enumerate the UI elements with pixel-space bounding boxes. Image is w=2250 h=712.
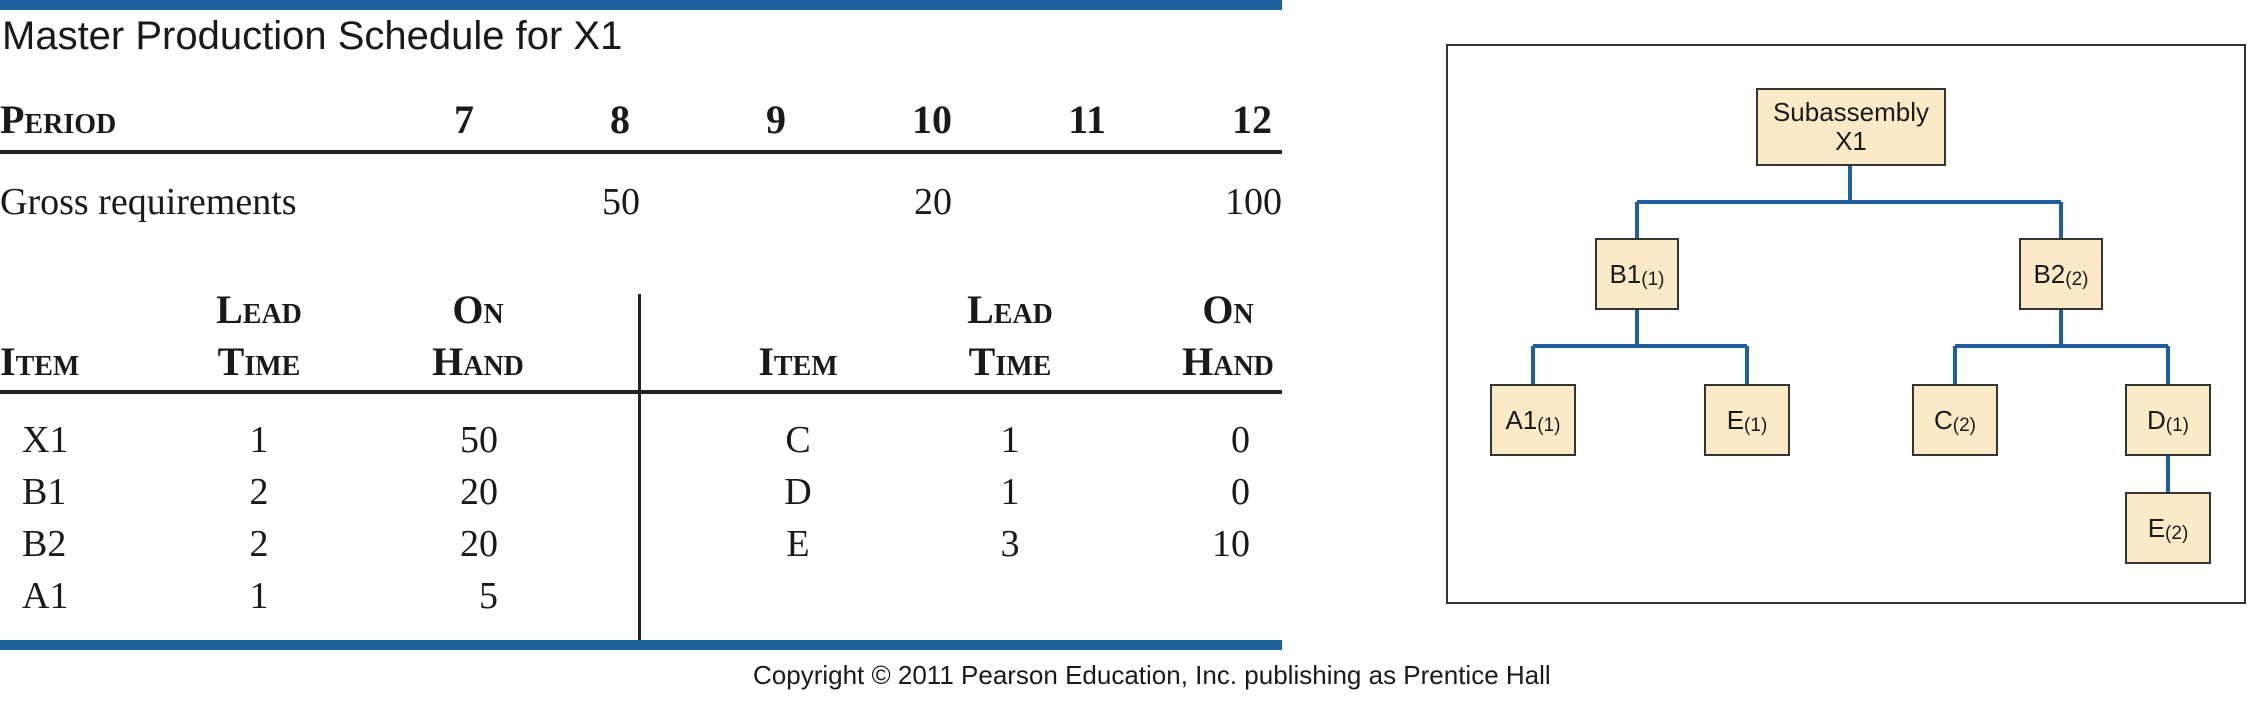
right-row-2-lead: 1 — [1000, 471, 1020, 513]
node-e-under-b1 — [1704, 384, 1790, 456]
left-row-4-lead: 1 — [249, 575, 269, 617]
right-row-1-item: C — [785, 419, 811, 461]
copyright-notice: Copyright © 2011 Pearson Education, Inc. publishing as Prentice Hall — [753, 660, 1551, 690]
on-hand-header-left-2: Hand — [432, 339, 524, 384]
right-row-3-lead: 3 — [1000, 523, 1020, 565]
node-b1-label: B1 — [1609, 258, 1642, 289]
left-row-1-lead: 1 — [249, 419, 269, 461]
node-d-label: D — [2146, 404, 2166, 435]
left-row-1-item: X1 — [22, 419, 69, 461]
node-c-label: C — [1933, 404, 1953, 435]
node-subassembly-x1 — [1756, 88, 1946, 166]
period-9: 9 — [766, 97, 786, 142]
node-c — [1912, 384, 1998, 456]
right-row-3-onhand: 10 — [1212, 523, 1250, 565]
node-e-under-d — [2125, 492, 2211, 564]
left-row-3-item: B2 — [22, 523, 67, 565]
node-b2-label: B2 — [2033, 258, 2066, 289]
node-e2-label: E — [2147, 512, 2166, 543]
node-c-qty: (2) — [1952, 414, 1976, 436]
period-10: 10 — [912, 97, 952, 142]
lead-time-header-right-1: Lead — [967, 287, 1053, 332]
left-row-1-onhand: 50 — [460, 419, 498, 461]
node-e2-qty: (2) — [2165, 522, 2189, 544]
node-a1-label: A1 — [1505, 404, 1538, 435]
period-header: Period — [0, 97, 117, 142]
left-row-2-item: B1 — [22, 471, 67, 513]
lead-time-header-right-2: Time — [968, 339, 1052, 384]
node-d-qty: (1) — [2165, 414, 2189, 436]
node-e1-label: E — [1726, 404, 1745, 435]
node-b1-qty: (1) — [1641, 268, 1665, 290]
node-a1-qty: (1) — [1537, 414, 1561, 436]
right-row-2-onhand: 0 — [1231, 471, 1250, 513]
node-b2-qty: (2) — [2065, 268, 2089, 290]
node-b2 — [2019, 238, 2103, 310]
node-d — [2125, 384, 2211, 456]
period-11: 11 — [1068, 97, 1106, 142]
right-row-1-onhand: 0 — [1231, 419, 1250, 461]
connector-root-b — [1637, 166, 2061, 238]
left-row-4-onhand: 5 — [479, 575, 498, 617]
left-row-3-lead: 2 — [249, 523, 269, 565]
left-row-3-onhand: 20 — [460, 523, 498, 565]
node-b1 — [1595, 238, 1679, 310]
connector-b1-children — [1533, 310, 1747, 384]
right-row-2-item: D — [784, 471, 812, 513]
node-x1-line1: Subassembly — [1772, 97, 1930, 128]
right-row-3-item: E — [786, 523, 810, 565]
on-hand-header-right-1: On — [1202, 287, 1254, 332]
item-header-right: Item — [758, 339, 838, 384]
left-row-2-onhand: 20 — [460, 471, 498, 513]
node-e1-qty: (1) — [1744, 414, 1768, 436]
lead-time-header-left-1: Lead — [216, 287, 302, 332]
page-title: Master Production Schedule for X1 — [2, 14, 623, 58]
on-hand-header-left-1: On — [452, 287, 504, 332]
lead-time-header-left-2: Time — [217, 339, 301, 384]
item-header-left: Item — [0, 339, 80, 384]
right-row-1-lead: 1 — [1000, 419, 1020, 461]
gross-period-12: 100 — [1225, 181, 1282, 223]
gross-requirements-label: Gross requirements — [0, 181, 297, 223]
node-a1 — [1490, 384, 1576, 456]
period-12: 12 — [1232, 97, 1272, 142]
node-x1-line2: X1 — [1835, 126, 1867, 156]
period-7: 7 — [454, 97, 474, 142]
left-row-2-lead: 2 — [249, 471, 269, 513]
gross-period-8: 50 — [602, 181, 640, 223]
period-8: 8 — [610, 97, 630, 142]
gross-period-10: 20 — [914, 181, 952, 223]
connector-b2-children — [1955, 310, 2168, 384]
on-hand-header-right-2: Hand — [1182, 339, 1274, 384]
left-row-4-item: A1 — [22, 575, 69, 617]
